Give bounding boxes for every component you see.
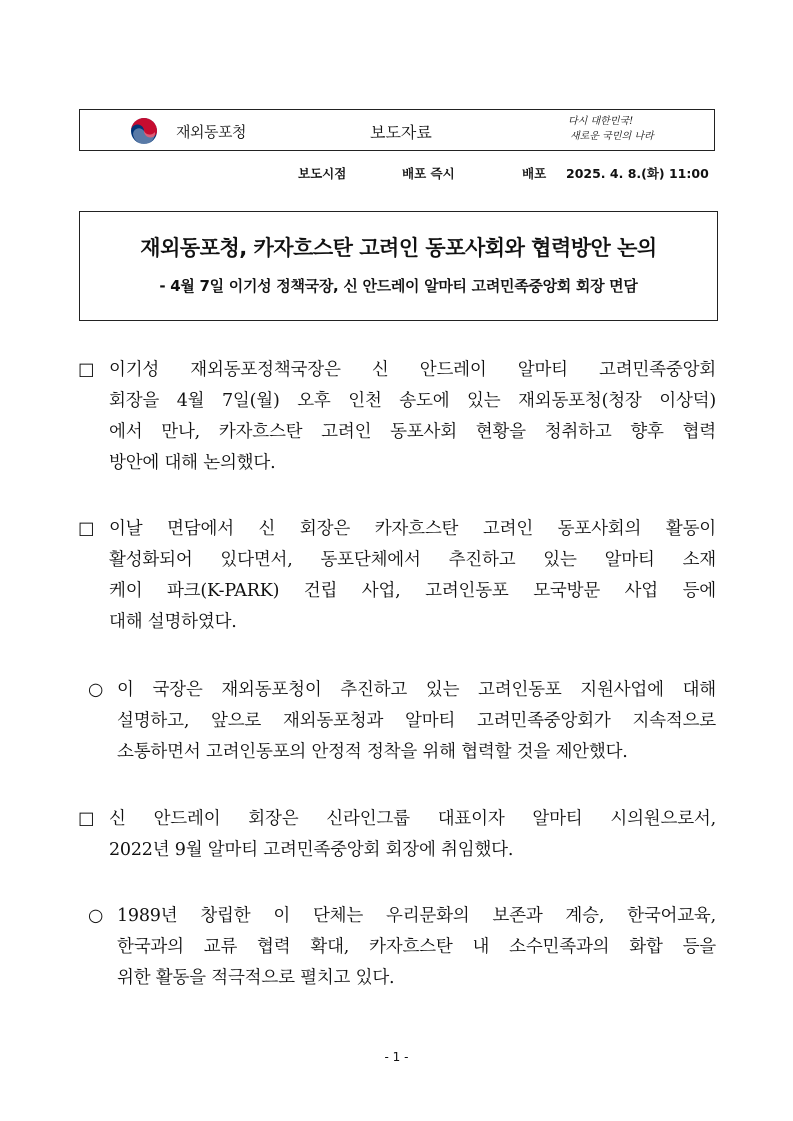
paragraph-line: 케이 파크(K-PARK) 건립 사업, 고려인동포 모국방문 사업 등에: [109, 581, 716, 601]
paragraph-5: [117, 901, 716, 994]
paragraph-1: [109, 355, 716, 479]
page-title: 재외동포청, 카자흐스탄 고려인 동포사회와 협력방안 논의: [140, 236, 657, 260]
circle-bullet-icon: ○: [88, 906, 104, 926]
paragraph-line: 회장을 4월 7일(월) 오후 인천 송도에 있는 재외동포청(청장 이상덕): [109, 391, 716, 411]
slogan-line-2: 새로운 국민의 나라: [570, 131, 654, 142]
release-date-value: 2025. 4. 8.(화) 11:00: [566, 166, 709, 181]
release-time-value: 배포 즉시: [402, 166, 455, 181]
page-number: - 1 -: [384, 1050, 409, 1064]
paragraph-3: [117, 675, 716, 768]
header-box: [79, 109, 715, 151]
title-box: [79, 211, 718, 321]
square-bullet-icon: □: [78, 809, 95, 829]
paragraph-line: 1989년 창립한 이 단체는 우리문화의 보존과 계승, 한국어교육,: [117, 906, 716, 926]
paragraph-line: 방안에 대해 논의했다.: [109, 453, 276, 473]
paragraph-line: 이 국장은 재외동포청이 추진하고 있는 고려인동포 지원사업에 대해: [117, 680, 716, 700]
paragraph-line: 에서 만나, 카자흐스탄 고려인 동포사회 현황을 청취하고 향후 협력: [109, 422, 716, 442]
agency-name: 재외동포청: [176, 123, 246, 141]
government-logo-icon: [130, 117, 158, 145]
paragraph-line: 이날 면담에서 신 회장은 카자흐스탄 고려인 동포사회의 활동이: [109, 519, 716, 539]
paragraph-2: [109, 514, 716, 638]
page-subtitle: - 4월 7일 이기성 정책국장, 신 안드레이 알마티 고려민족중앙회 회장 면담: [159, 277, 638, 295]
release-date-label: 배포: [522, 166, 547, 181]
square-bullet-icon: □: [78, 519, 95, 539]
square-bullet-icon: □: [78, 360, 95, 380]
paragraph-line: 활성화되어 있다면서, 동포단체에서 추진하고 있는 알마티 소재: [109, 550, 716, 570]
paragraph-line: 신 안드레이 회장은 신라인그룹 대표이자 알마티 시의원으로서,: [109, 809, 716, 829]
paragraph-line: 한국과의 교류 협력 확대, 카자흐스탄 내 소수민족과의 화합 등을: [117, 937, 716, 957]
paragraph-line: 소통하면서 고려인동포의 안정적 정착을 위해 협력할 것을 제안했다.: [117, 742, 628, 762]
circle-bullet-icon: ○: [88, 680, 104, 700]
slogan: [568, 114, 678, 144]
paragraph-line: 위한 활동을 적극적으로 펼치고 있다.: [117, 968, 395, 988]
paragraph-line: 대해 설명하였다.: [109, 612, 237, 632]
paragraph-4: [109, 804, 716, 866]
paragraph-line: 설명하고, 앞으로 재외동포청과 알마티 고려민족중앙회가 지속적으로: [117, 711, 716, 731]
paragraph-line: 이기성 재외동포정책국장은 신 안드레이 알마티 고려민족중앙회: [109, 360, 716, 380]
release-time-label: 보도시점: [298, 166, 347, 181]
slogan-line-1: 다시 대한민국!: [568, 116, 634, 127]
document-type: 보도자료: [370, 123, 432, 142]
paragraph-line: 2022년 9월 알마티 고려민족중앙회 회장에 취임했다.: [109, 840, 514, 860]
